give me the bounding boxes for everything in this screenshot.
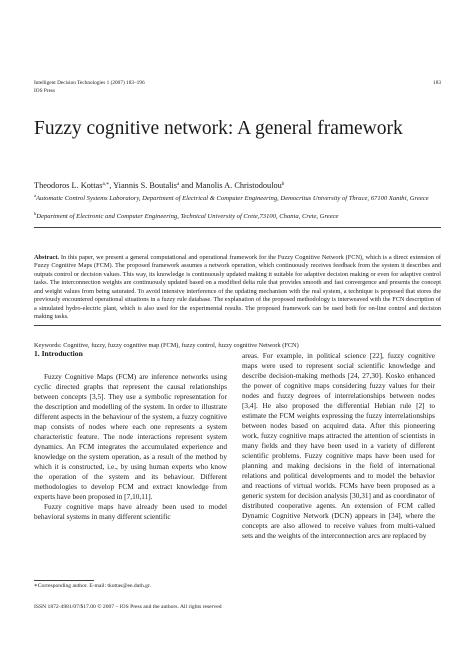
issn-line: ISSN 1872-4981/07/$17.00 © 2007 – IOS Press and the authors. All rights reserved <box>34 604 222 610</box>
column-right <box>242 351 435 541</box>
abstract <box>34 254 441 322</box>
author-2: , Yiannis S. Boutalis <box>109 181 177 190</box>
footnote-divider <box>34 580 94 581</box>
author-list <box>34 180 454 191</box>
author-1-marks: a,∗ <box>102 182 110 187</box>
column-left <box>34 351 227 522</box>
keywords: Keywords: Cognitive, fuzzy, fuzzy cognitive map (FCM), fuzzy control, fuzzy cognitive Network (FCN) <box>34 342 299 349</box>
corresponding-author-footnote: ∗Corresponding author. E-mail: tkottas@ee.duth.gr. <box>34 583 151 589</box>
affiliation-a-mark: a <box>34 193 36 198</box>
publisher-name: IOS Press <box>34 88 56 94</box>
affiliation-b-mark: b <box>34 211 37 216</box>
section-heading: 1. Introduction <box>34 349 83 358</box>
author-3-marks: b <box>281 182 285 187</box>
page-number: 183 <box>433 80 441 86</box>
intro-paragraph-3: areas. For example, in political science [22], fuzzy cognitive maps were used to represent social scientific knowledge and describe decision-making methods [24, 27,30]. Kosko enhanced the power of cognitive maps considering fuzzy values for their nodes and fuzzy degrees of interrelationships between nodes [3,4]. He also proposed the differential Hebian rule [2] to estimate the FCM weights expressing the fuzzy interrelationships between nodes based on acquired data. After this pioneering work, fuzzy cognitive maps attracted the attention of scientists in many fields and they have been used in a variety of different scientific problems. Fuzzy cognitive maps have been used for planning and making decisions in the field of international relations and political developments and to model the behavior and reactions of virtual worlds. FCMs have been proposed as a generic system for decision analysis [30,31] and as coordinator of distributed cooperative agents. An extension of FCM called Dynamic Cognitive Network (DCN) appears in [34], where the concepts are also allowed to receive values from multi-valued sets and the weights of the interconnection arcs are replaced by <box>242 351 435 540</box>
author-2-marks: a <box>177 182 180 187</box>
author-3: and Manolis A. Christodoulou <box>179 181 282 190</box>
divider-top <box>34 227 441 228</box>
journal-citation: Intelligent Decision Technologies 1 (2007) 183–196 <box>34 80 145 86</box>
running-head <box>34 79 441 95</box>
divider-bottom <box>34 325 441 326</box>
intro-paragraph-2: Fuzzy cognitive maps have already been used to model behavioral systems in many different scientific <box>34 502 227 521</box>
affiliation-b <box>34 210 454 221</box>
affiliation-a <box>34 192 454 203</box>
intro-paragraph-1: Fuzzy Cognitive Maps (FCM) are inference networks using cyclic directed graphs that represent the causal relationships between concepts [3,5]. They use a symbolic representation for the description and modelling of the system. In order to illustrate different aspects in the behaviour of the system, a fuzzy cognitive map consists of nodes where each one represents a system characteristic feature. The node interactions represent system dynamics. An FCM integrates the accumulated experience and knowledge on the system operation, as a result of the method by which it is constructed, i.e., by using human experts who know the operation of the system and its behaviour. Different methodologies to develop FCM and extract knowledge from experts have been proposed in [7,10,11]. <box>34 372 227 501</box>
paper-title: Fuzzy cognitive network: A general framework <box>34 118 403 139</box>
affiliation-a-text: Automatic Control Systems Laboratory, Department of Electrical & Computer Engineering, Democritus University of Thrace, 67100 Xanthi, Greece <box>36 195 429 202</box>
abstract-label: Abstract. <box>34 254 60 261</box>
abstract-text: In this paper, we present a general computational and operational framework for the Fuzzy Cognitive Network (FCN), which is a direct extension of Fuzzy Cognitive Maps (FCM). The proposed framework assumes a network operation, which continuously receives feedback from the system it describes and outputs control or decision values. This way, its knowledge is continuously updated making it suitable for adaptive decision making or even for adaptive control tasks. The interconnection weights are continuously updated based on a modified delta rule that provides smooth and fast convergence and presents the concept and weight values from being saturated. To avoid intensive interference of the updating mechanism with the real system, a technique is proposed that stores the previously encountered operational situations in a fuzzy rule database. The explanation of the proposed methodology is interweaved with the FCN description of a simulated hydro-electric plant, which is also used for the experimental results. The proposed framework can be used both for on-line control and decision making tasks. <box>34 254 441 321</box>
author-1: Theodoros L. Kottas <box>34 181 103 190</box>
affiliation-b-text: Department of Electronic and Computer Engineering, Technical University of Crete,73100, Chania, Crete, Greece <box>36 213 339 220</box>
